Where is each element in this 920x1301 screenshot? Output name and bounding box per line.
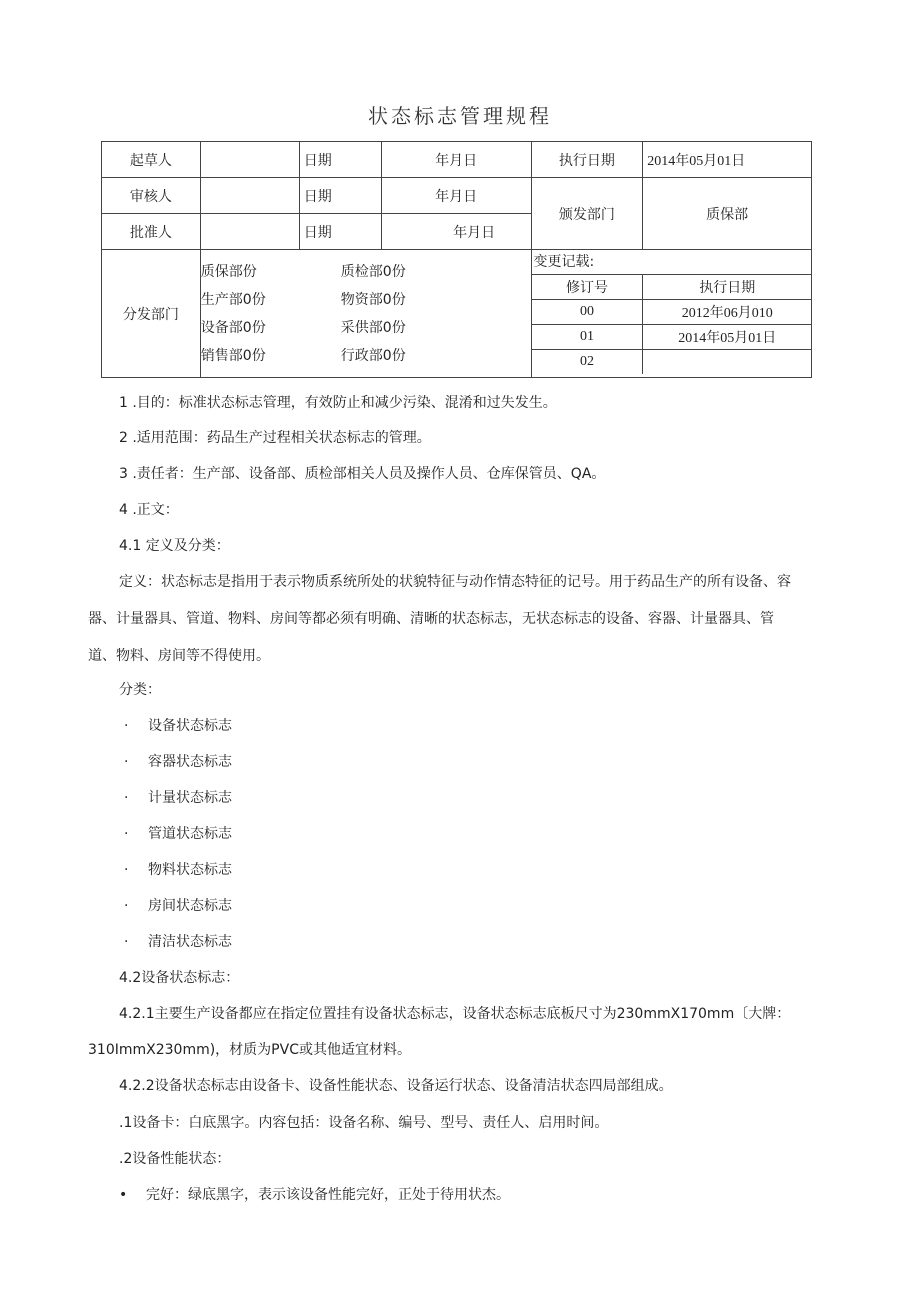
page-title: 状态标志管理规程 bbox=[368, 104, 552, 128]
subsection-equipment: 4.2设备状态标志： bbox=[119, 970, 240, 986]
distribution-item: 采供部0份 bbox=[340, 320, 406, 336]
section-main-text: 4 .正文： bbox=[119, 502, 179, 518]
distribution-item: 质检部0份 bbox=[340, 264, 406, 280]
distribution-item: 销售部0份 bbox=[200, 348, 266, 364]
drafter-label: 起草人 bbox=[102, 142, 201, 178]
distribution-item: 质保部份 bbox=[200, 264, 257, 280]
section-scope: 2 .适用范围：药品生产过程相关状态标志的管理。 bbox=[119, 430, 431, 446]
distribution-item: 生产部0份 bbox=[200, 292, 266, 308]
subsection-definition: 4.1 定义及分类： bbox=[119, 538, 230, 554]
definition-line: 定义：状态标志是指用于表示物质系统所处的状貌特征与动作情态特征的记号。用于药品生产的所有设备、容 bbox=[119, 574, 791, 590]
clause-4-2-1: 4.2.1主要生产设备都应在指定位置挂有设备状态标志，设备状态标志底板尺寸为230mmX170mm〔大牌： bbox=[119, 1006, 791, 1022]
section-responsibility: 3 .责任者：生产部、设备部、质检部相关人员及操作人员、仓库保管员、QA。 bbox=[119, 466, 606, 482]
date-label: 日期 bbox=[299, 142, 381, 178]
distribution-item: 行政部0份 bbox=[340, 348, 406, 364]
classification-item: 计量状态标志 bbox=[148, 790, 232, 806]
classification-item: 物料状态标志 bbox=[148, 862, 232, 878]
definition-line: 器、计量器具、管道、物料、房间等都必须有明确、清晰的状态标志，无状态标志的设备、容器、计量器具、管 bbox=[88, 611, 774, 627]
change-rev: 01 bbox=[532, 325, 643, 350]
bullet-icon: · bbox=[124, 862, 129, 878]
distribution-label: 分发部门 bbox=[102, 250, 201, 378]
clause-equipment-card: .1设备卡：白底黑字。内容包括：设备名称、编号、型号、责任人、启用时间。 bbox=[119, 1115, 609, 1131]
status-good: 完好：绿底黑字，表示该设备性能完好，正处于待用状杰。 bbox=[146, 1187, 510, 1203]
clause-4-2-1-cont: 310ImmX230mm)，材质为PVC或其他适宜材料。 bbox=[88, 1042, 411, 1058]
classification-item: 管道状态标志 bbox=[148, 826, 232, 842]
bullet-icon: • bbox=[119, 1187, 128, 1203]
change-header-date: 执行日期 bbox=[643, 275, 811, 300]
bullet-icon: · bbox=[124, 826, 129, 842]
change-header-rev: 修订号 bbox=[532, 275, 643, 300]
change-rev: 00 bbox=[532, 300, 643, 325]
definition-line: 道、物料、房间等不得使用。 bbox=[88, 648, 270, 664]
distribution-list bbox=[200, 250, 531, 378]
change-rev: 02 bbox=[532, 350, 643, 375]
change-date bbox=[643, 350, 811, 375]
section-purpose: 1 .目的：标准状态标志管理，有效防止和减少污染、混淆和过失发生。 bbox=[119, 395, 557, 411]
drafter-value[interactable] bbox=[200, 142, 299, 178]
bullet-icon: · bbox=[124, 898, 129, 914]
classification-item: 设备状态标志 bbox=[148, 718, 232, 734]
clause-4-2-2: 4.2.2设备状态标志由设备卡、设备性能状态、设备运行状态、设备清洁状态四局部组成。 bbox=[119, 1078, 673, 1094]
change-table bbox=[532, 275, 811, 374]
classification-item: 房间状态标志 bbox=[148, 898, 232, 914]
classification-label: 分类： bbox=[119, 682, 161, 698]
approver-value[interactable] bbox=[200, 214, 299, 250]
header-table bbox=[101, 141, 812, 378]
issue-dept-label: 颁发部门 bbox=[531, 178, 643, 250]
bullet-icon: · bbox=[124, 934, 129, 950]
bullet-icon: · bbox=[124, 718, 129, 734]
change-date: 2012年06月010 bbox=[643, 300, 811, 325]
approver-label: 批准人 bbox=[102, 214, 201, 250]
date-label: 日期 bbox=[299, 214, 381, 250]
bullet-icon: · bbox=[124, 754, 129, 770]
change-record-label: 变更记载: bbox=[532, 250, 811, 275]
exec-date-value: 2014年05月01日 bbox=[643, 142, 812, 178]
change-record bbox=[531, 250, 811, 378]
date-label: 日期 bbox=[299, 178, 381, 214]
date-value: 年月日 bbox=[381, 214, 531, 250]
clause-performance-status: .2设备性能状态： bbox=[119, 1151, 231, 1167]
date-value: 年月日 bbox=[381, 178, 531, 214]
exec-date-label: 执行日期 bbox=[531, 142, 643, 178]
change-date: 2014年05月01日 bbox=[643, 325, 811, 350]
issue-dept-value: 质保部 bbox=[643, 178, 812, 250]
classification-item: 清洁状态标志 bbox=[148, 934, 232, 950]
date-value: 年月日 bbox=[381, 142, 531, 178]
bullet-icon: · bbox=[124, 790, 129, 806]
distribution-item: 设备部0份 bbox=[200, 320, 266, 336]
reviewer-value[interactable] bbox=[200, 178, 299, 214]
reviewer-label: 审核人 bbox=[102, 178, 201, 214]
distribution-item: 物资部0份 bbox=[340, 292, 406, 308]
classification-item: 容器状态标志 bbox=[148, 754, 232, 770]
